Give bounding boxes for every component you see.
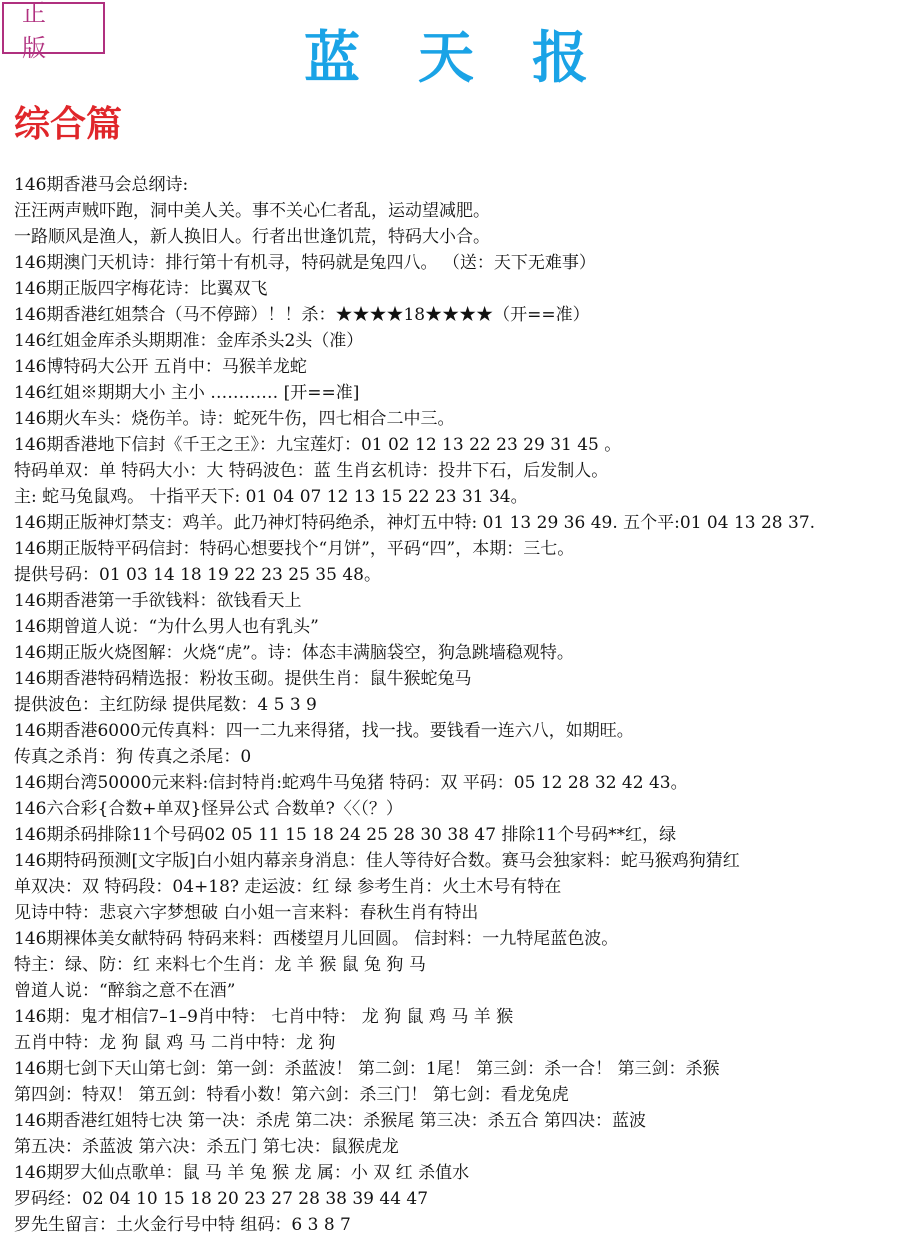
text-line: 146红姐金库杀头期期准：金库杀头2头（准）: [14, 331, 364, 351]
text-line: 146期七剑下天山第七剑：第一剑：杀蓝波！ 第二剑：1尾！ 第三剑：杀一合！ 第三剑：杀猴: [14, 1059, 720, 1079]
text-line: 146期：鬼才相信7–1–9肖中特： 七肖中特： 龙 狗 鼠 鸡 马 羊 猴: [14, 1007, 514, 1027]
article-body: [14, 172, 898, 1238]
text-line: 146期台湾50000元来料:信封特肖:蛇鸡牛马兔猪 特码：双 平码：05 12 28 32 42 43。: [14, 773, 688, 793]
text-line: 五肖中特：龙 狗 鼠 鸡 马 二肖中特：龙 狗: [14, 1033, 336, 1053]
text-line: 146期香港马会总纲诗:: [14, 175, 189, 195]
text-line: 146博特码大公开 五肖中：马猴羊龙蛇: [14, 357, 307, 377]
text-line: 146红姐※期期大小 主小 ………… [开==准]: [14, 383, 360, 403]
text-line: 146期香港红姐禁合（马不停蹄）！！杀：★★★★18★★★★（开==准）: [14, 305, 590, 325]
text-line: 146期香港红姐特七决 第一决：杀虎 第二决：杀猴尾 第三决：杀五合 第四决：蓝波: [14, 1111, 647, 1131]
text-line: 一路顺风是渔人，新人换旧人。行者出世逢饥荒，特码大小合。: [14, 227, 490, 247]
text-line: 146期正版四字梅花诗：比翼双飞: [14, 279, 268, 299]
text-line: 汪汪两声贼吓跑，洞中美人关。事不关心仁者乱，运动望减肥。: [14, 201, 490, 221]
text-line: 146期裸体美女献特码 特码来料：西楼望月儿回圆。 信封料：一九特尾蓝色波。: [14, 929, 619, 949]
text-line: 146期香港地下信封《千王之王》：九宝莲灯：01 02 12 13 22 23 29 31 45 。: [14, 435, 622, 455]
text-line: 146期杀码排除11个号码02 05 11 15 18 24 25 28 30 38 47 排除11个号码**红，绿: [14, 825, 677, 845]
text-line: 146期香港特码精选报：粉妆玉砌。提供生肖：鼠牛猴蛇兔马: [14, 669, 472, 689]
section-heading: 综合篇: [14, 103, 123, 145]
text-line: 罗先生留言：土火金行号中特 组码：6 3 8 7: [14, 1215, 351, 1235]
text-line: 单双决：双 特码段：04+18? 走运波：红 绿 参考生肖：火土木号有特在: [14, 877, 562, 897]
text-line: 146期正版神灯禁支：鸡羊。此乃神灯特码绝杀，神灯五中特: 01 13 29 36 49. 五个平:01 04 13 28 37.: [14, 513, 816, 533]
text-line: 提供号码：01 03 14 18 19 22 23 25 35 48。: [14, 565, 381, 585]
text-line: 146期特码预测[文字版]白小姐内幕亲身消息：佳人等待好合数。赛马会独家料：蛇马猴鸡狗猜红: [14, 851, 740, 871]
text-line: 146期香港第一手欲钱料：欲钱看天上: [14, 591, 302, 611]
page-title: 蓝天报: [304, 25, 646, 91]
text-line: 见诗中特：悲哀六字梦想破 白小姐一言来料：春秋生肖有特出: [14, 903, 479, 923]
text-line: 146期罗大仙点歌单：鼠 马 羊 兔 猴 龙 属：小 双 红 杀值水: [14, 1163, 470, 1183]
text-line: 第四剑：特双！ 第五剑：特看小数！第六剑：杀三门！ 第七剑：看龙兔虎: [14, 1085, 569, 1105]
text-line: 罗码经：02 04 10 15 18 20 23 27 28 38 39 44 47: [14, 1189, 429, 1209]
text-line: 第五决：杀蓝波 第六决：杀五门 第七决：鼠猴虎龙: [14, 1137, 399, 1157]
text-line: 特主：绿、防：红 来料七个生肖：龙 羊 猴 鼠 兔 狗 马: [14, 955, 426, 975]
text-line: 146期火车头：烧伤羊。诗：蛇死牛伤，四七相合二中三。: [14, 409, 455, 429]
text-line: 主: 蛇马兔鼠鸡。 十指平天下: 01 04 07 12 13 15 22 23 31 34。: [14, 487, 528, 507]
text-line: 146期正版特平码信封：特码心想要找个“月饼”，平码“四”，本期：三七。: [14, 539, 575, 559]
text-line: 曾道人说：“醉翁之意不在酒”: [14, 981, 236, 1001]
text-line: 传真之杀肖：狗 传真之杀尾：0: [14, 747, 252, 767]
text-line: 146期澳门天机诗：排行第十有机寻，特码就是兔四八。 （送：天下无难事）: [14, 253, 596, 273]
text-line: 146期曾道人说：“为什么男人也有乳头”: [14, 617, 319, 637]
edition-badge: 正版: [2, 2, 105, 54]
text-line: 特码单双：单 特码大小：大 特码波色：蓝 生肖玄机诗：投井下石，后发制人。: [14, 461, 609, 481]
text-line: 提供波色：主红防绿 提供尾数：4 5 3 9: [14, 695, 317, 715]
text-line: 146期正版火烧图解：火烧“虎”。诗：体态丰满脑袋空，狗急跳墙稳观特。: [14, 643, 574, 663]
text-line: 146六合彩{合数+单双}怪异公式 合数单?〈〈（？）: [14, 799, 403, 819]
text-line: 146期香港6000元传真料：四一二九来得猪，找一找。要钱看一连六八，如期旺。: [14, 721, 634, 741]
